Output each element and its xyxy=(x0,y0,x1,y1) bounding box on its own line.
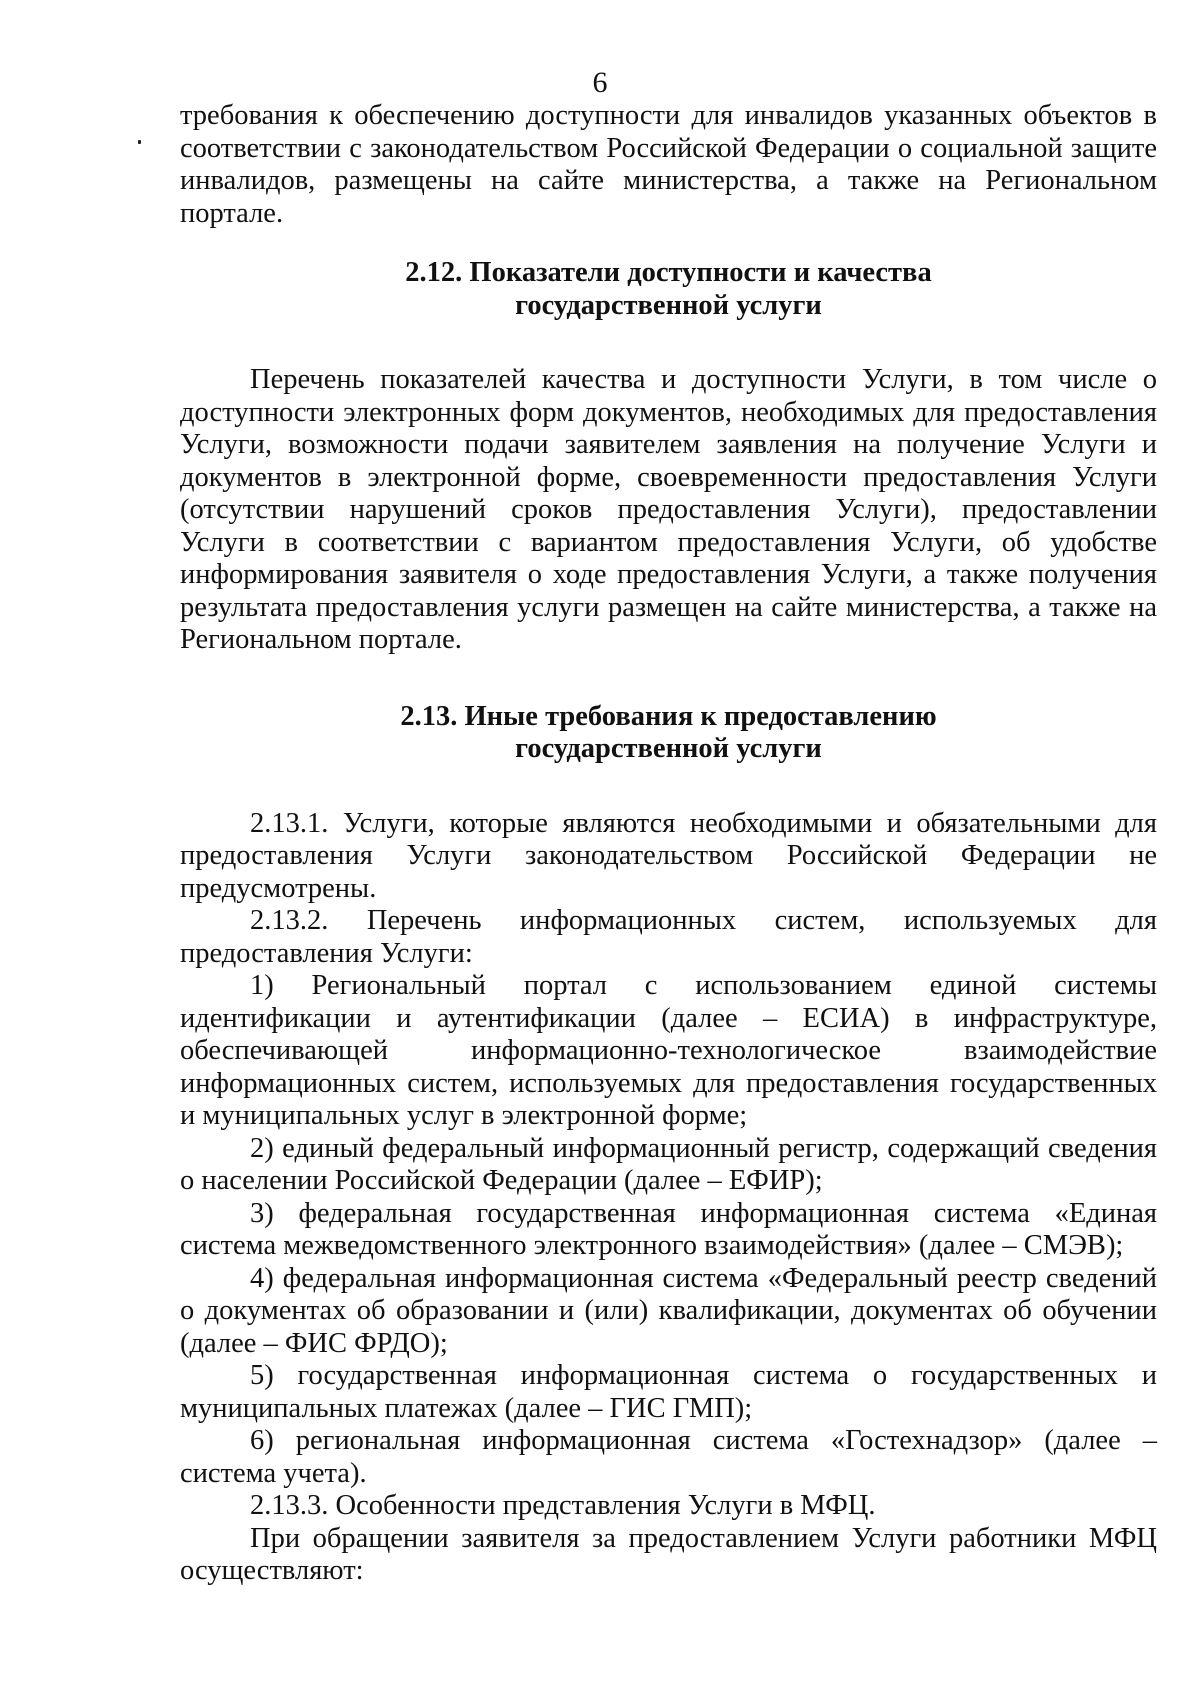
scan-speck xyxy=(138,140,141,144)
section-2-12-heading xyxy=(180,257,1157,322)
list-item-5: 5) государственная информационная система о государственных и муниципальных платежах (далее – ГИС ГМП); xyxy=(180,1360,1157,1424)
list-item-4: 4) федеральная информационная система «Федеральный реестр сведений о документах об образовании и (или) квалификации, документах об обучении (далее – ФИС ФРДО); xyxy=(180,1262,1157,1359)
paragraph-2-13-2: 2.13.2. Перечень информационных систем, используемых для предоставления Услуги: xyxy=(180,905,1157,969)
paragraph-mfc-duties: При обращении заявителя за предоставлением Услуги работники МФЦ осуществляют: xyxy=(180,1522,1157,1586)
section-2-12-title-line1: 2.12. Показатели доступности и качества xyxy=(405,257,932,288)
section-2-12-paragraph: Перечень показателей качества и доступности Услуги, в том числе о доступности электронных форм документов, необходимых для предоставления Услуги, возможности подачи заявителем заявления на получение Услуги и документов в электронной форме, своевременности предоставления Услуги (отсутствии нарушений сроков предоставления Услуги), предоставлении Услуги в соответствии с вариантом предоставления Услуги, об удобстве информирования заявителя о ходе предоставления Услуги, а также получения результата предоставления услуги размещен на сайте министерства, а также на Региональном портале. xyxy=(180,364,1157,655)
list-item-6: 6) региональная информационная система «Гостехнадзор» (далее – система учета). xyxy=(180,1425,1157,1489)
section-2-13-title-line2: государственной услуги xyxy=(515,733,822,764)
section-2-13-title-line1: 2.13. Иные требования к предоставлению xyxy=(400,700,937,732)
list-item-2: 2) единый федеральный информационный регистр, содержащий сведения о населении Российской Федерации (далее – ЕФИР); xyxy=(180,1132,1157,1196)
paragraph-2-13-1: 2.13.1. Услуги, которые являются необходимыми и обязательными для предоставления Услуги законодательством Российской Федерации не предусмотрены. xyxy=(180,807,1157,904)
document-body xyxy=(180,100,1157,1588)
list-item-3: 3) федеральная государственная информационная система «Единая система межведомственного электронного взаимодействия» (далее – СМЭВ); xyxy=(180,1197,1157,1261)
paragraph-2-13-3: 2.13.3. Особенности представления Услуги в МФЦ. xyxy=(250,1490,876,1521)
intro-paragraph: требования к обеспечению доступности для инвалидов указанных объектов в соответствии с законодательством Российской Федерации о социальной защите инвалидов, размещены на сайте министерства, а также на Региональном портале. xyxy=(180,100,1157,229)
list-item-1: 1) Региональный портал с использованием единой системы идентификации и аутентификации (далее – ЕСИА) в инфраструктуре, обеспечивающей информационно-технологическое взаимодействие информационных систем, используемых для предоставления государственных и муниципальных услуг в электронной форме; xyxy=(180,970,1157,1131)
page-number: 6 xyxy=(592,66,608,99)
section-2-12-title-line2: государственной услуги xyxy=(515,289,822,321)
section-2-13-heading xyxy=(180,701,1157,766)
